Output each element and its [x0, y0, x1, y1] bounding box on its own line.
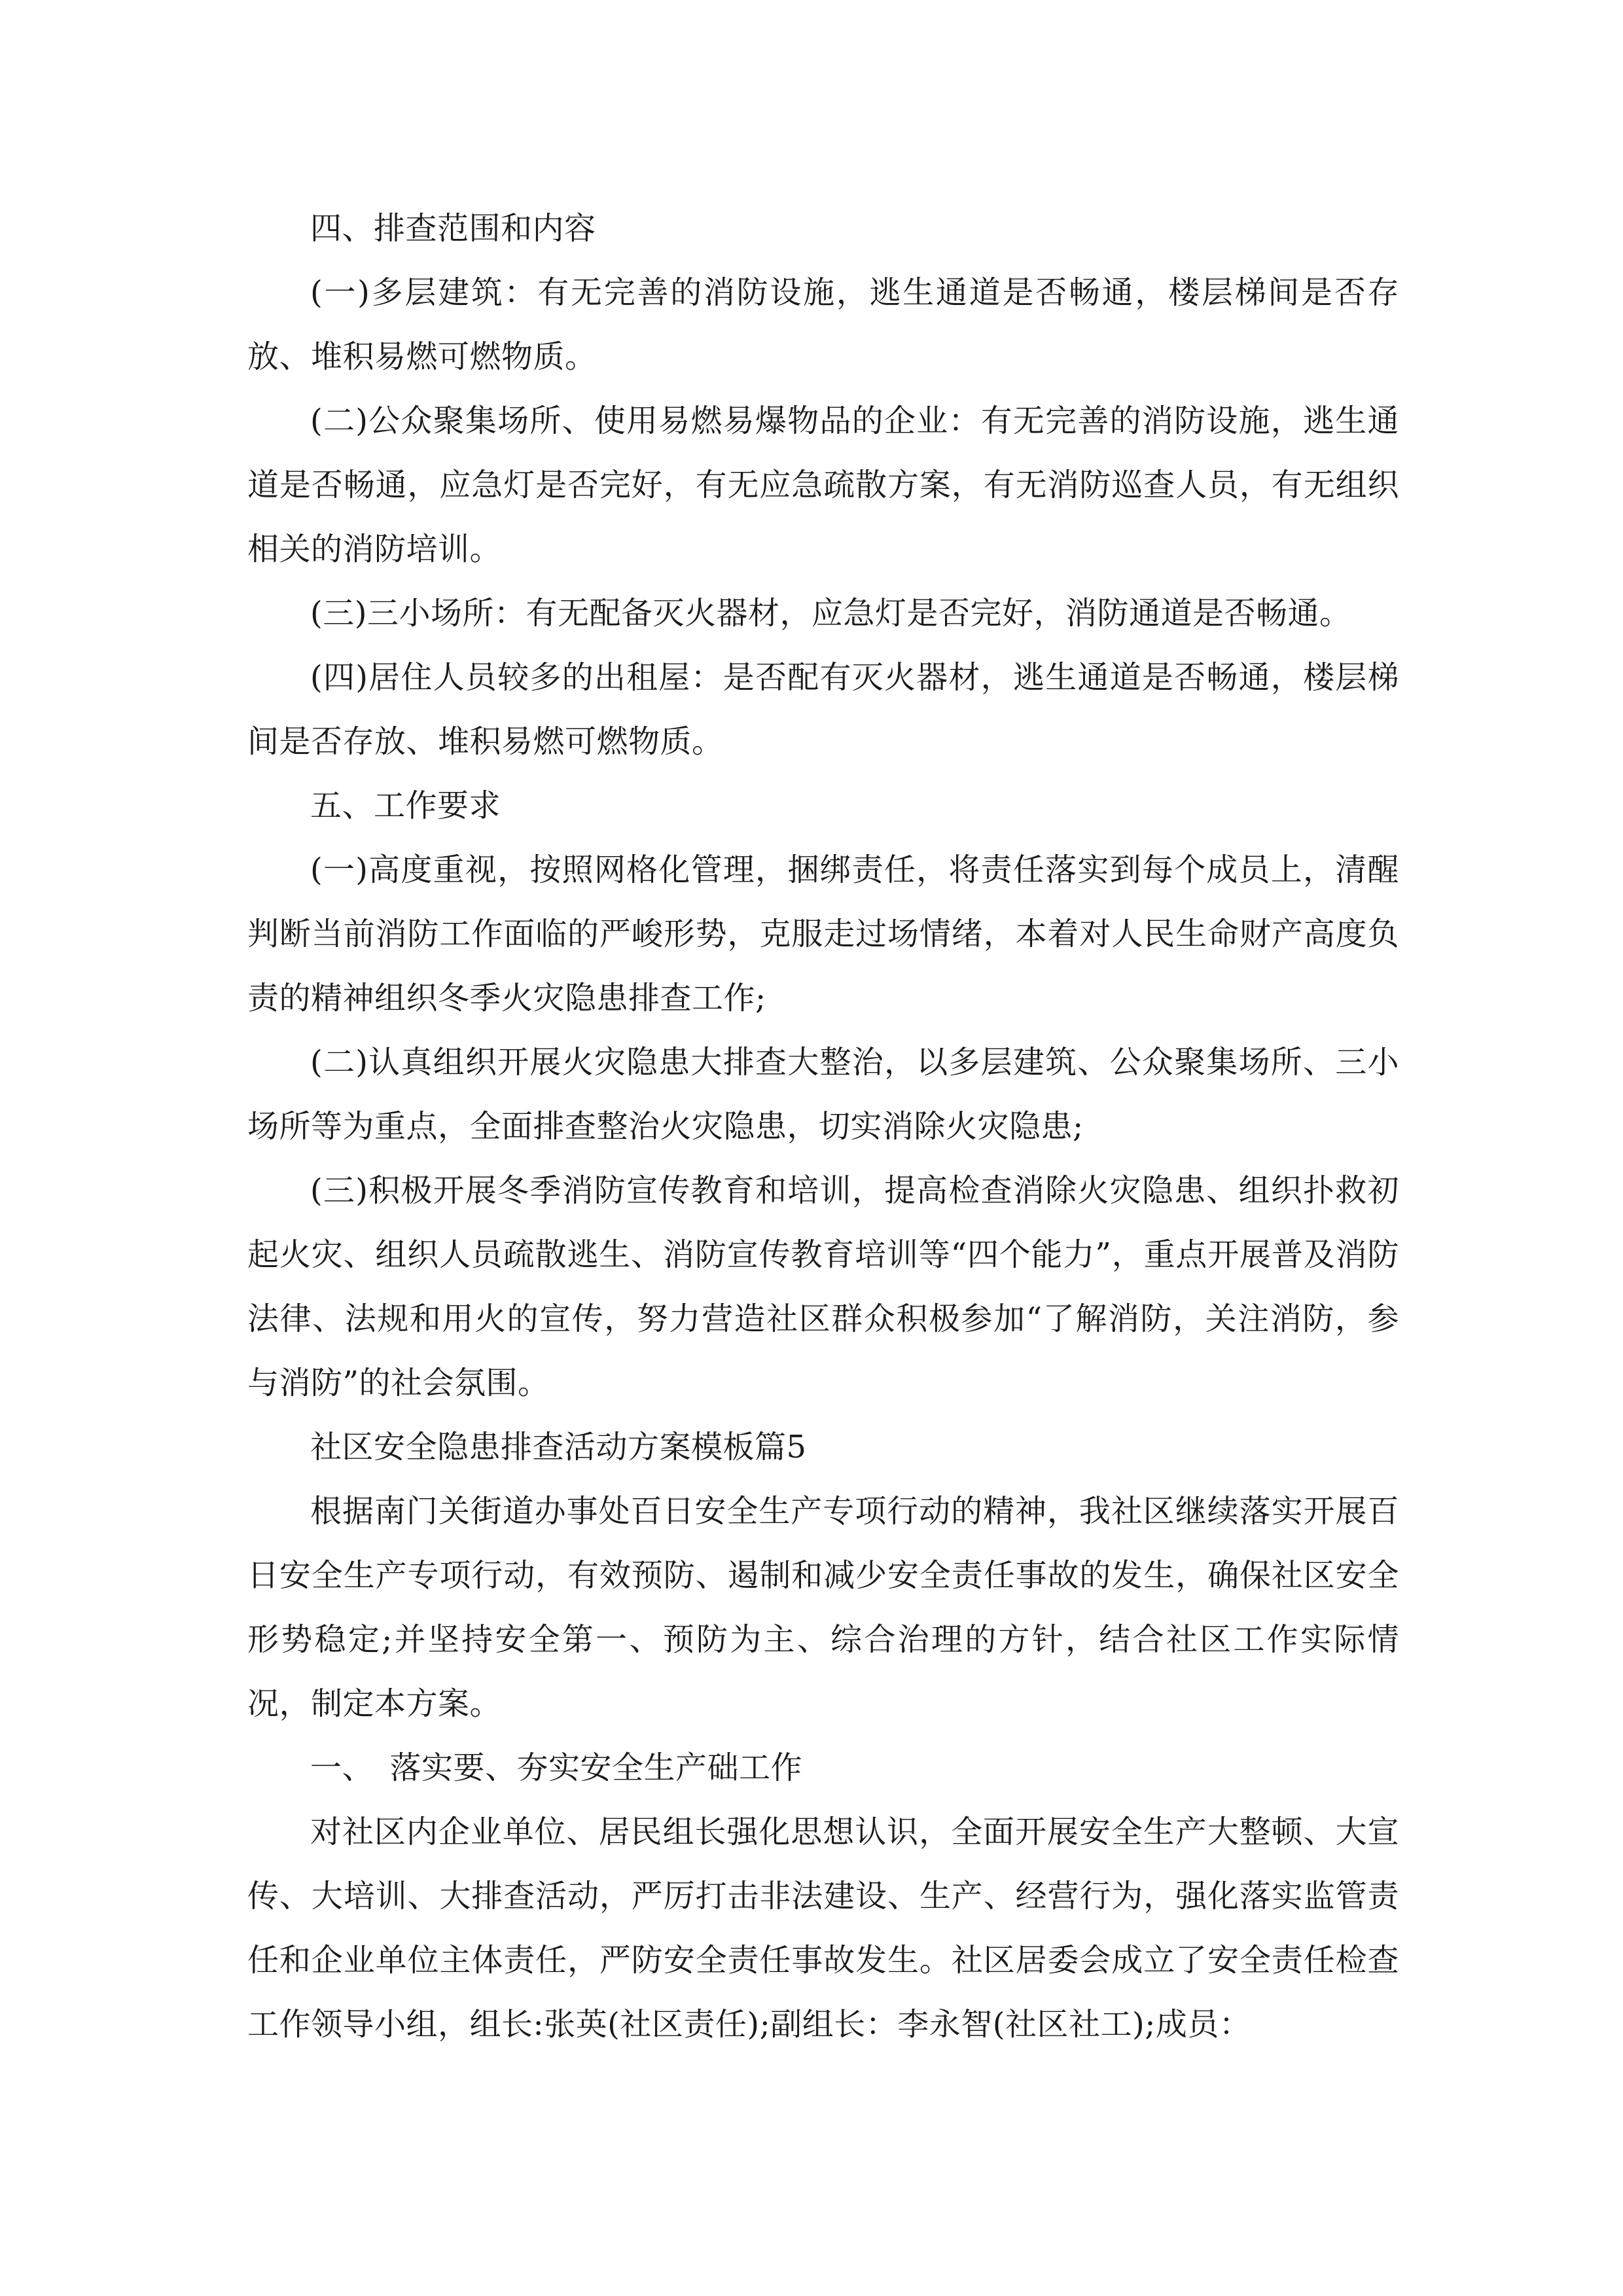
requirement-item-3: (三)积极开展冬季消防宣传教育和培训，提高检查消除火灾隐患、组织扑救初起火灾、组织人员疏散逃生、消防宣传教育培训等“四个能力”，重点开展普及消防法律、法规和用火的宣传，努力营造社区群众积极参加“了解消防，关注消防，参与消防”的社会氛围。	[247, 1172, 1399, 1401]
requirement-item-2: (二)认真组织开展火灾隐患大排查大整治，以多层建筑、公众聚集场所、三小场所等为重点，全面排查整治火灾隐患，切实消除火灾隐患;	[247, 1044, 1399, 1145]
body-paragraph: 对社区内企业单位、居民组长强化思想认识，全面开展安全生产大整顿、大宣传、大培训、大排查活动，严厉打击非法建设、生产、经营行为，强化落实监管责任和企业单位主体责任，严防安全责任事故发生。社区居委会成立了安全责任检查工作领导小组，组长:张英(社区责任);副组长：李永智(社区社工);成员：	[247, 1814, 1399, 2043]
intro-paragraph: 根据南门关街道办事处百日安全生产专项行动的精神，我社区继续落实开展百日安全生产专项行动，有效预防、遏制和减少安全责任事故的发生，确保社区安全形势稳定;并坚持安全第一、预防为主、综合治理的方针，结合社区工作实际情况，制定本方案。	[247, 1493, 1399, 1722]
requirement-item-1: (一)高度重视，按照网格化管理，捆绑责任，将责任落实到每个成员上，清醒判断当前消防工作面临的严峻形势，克服走过场情绪，本着对人民生命财产高度负责的精神组织冬季火灾隐患排查工作;	[247, 852, 1399, 1016]
article-title: 社区安全隐患排查活动方案模板篇5	[310, 1429, 807, 1465]
paragraph-item-4: (四)居住人员较多的出租屋：是否配有灭火器材，逃生通道是否畅通，楼层梯间是否存放、堆积易燃可燃物质。	[247, 659, 1399, 760]
paragraph-item-1: (一)多层建筑：有无完善的消防设施，逃生通道是否畅通，楼层梯间是否存放、堆积易燃可燃物质。	[247, 274, 1399, 375]
section-heading-4: 四、排查范围和内容	[310, 210, 596, 247]
paragraph-item-3: (三)三小场所：有无配备灭火器材，应急灯是否完好，消防通道是否畅通。	[310, 595, 1351, 632]
section-heading-5: 五、工作要求	[310, 787, 501, 824]
subsection-heading-1: 一、 落实要、夯实安全生产础工作	[310, 1749, 803, 1786]
paragraph-item-2: (二)公众聚集场所、使用易燃易爆物品的企业：有无完善的消防设施，逃生通道是否畅通，应急灯是否完好，有无应急疏散方案，有无消防巡查人员，有无组织相关的消防培训。	[247, 403, 1399, 567]
document-body	[247, 196, 1399, 2056]
